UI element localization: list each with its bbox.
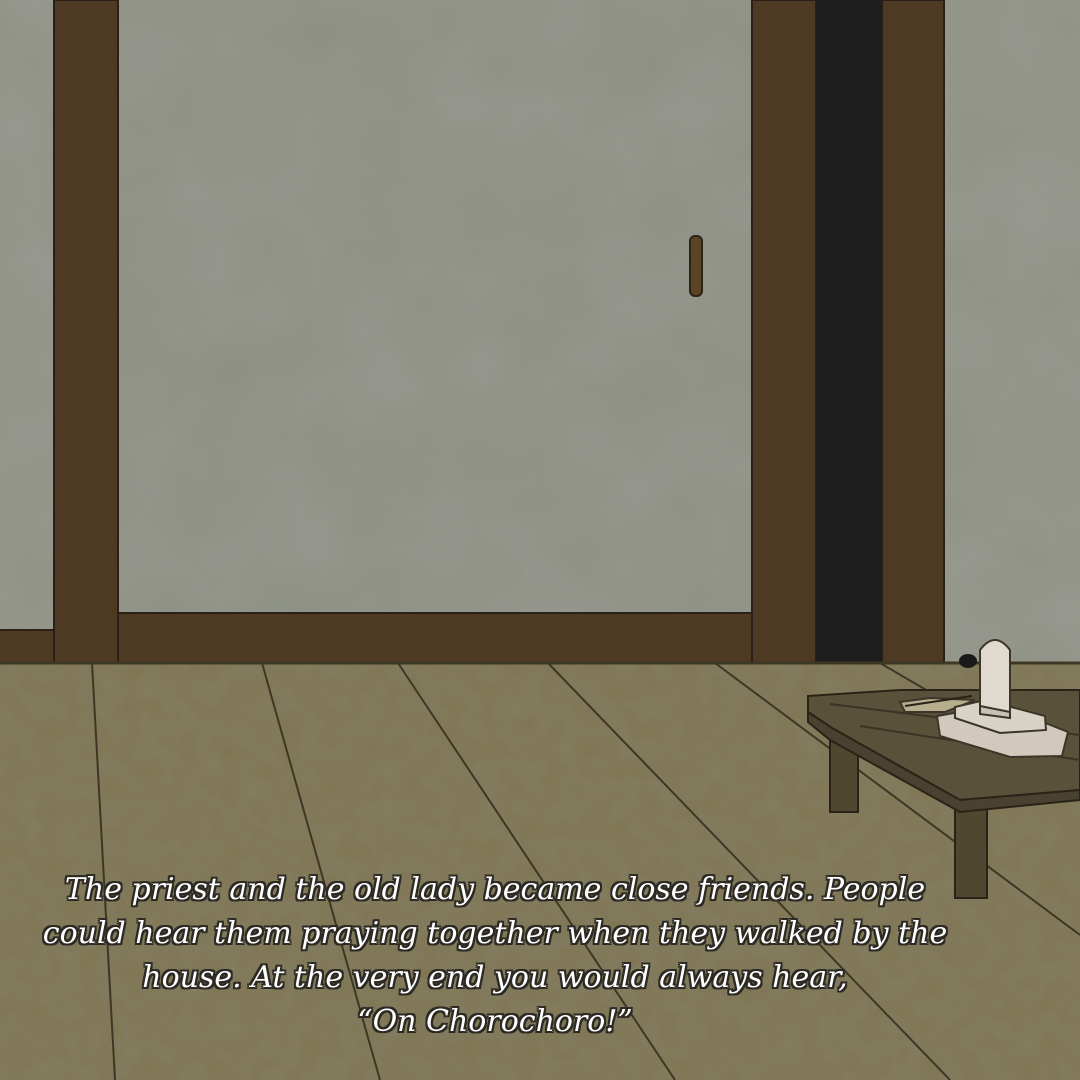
dark-gap: [816, 0, 882, 665]
story-caption: [40, 868, 950, 1044]
caption-line-2: could hear them praying together when they walked by the: [42, 916, 948, 951]
door-handle: [690, 236, 702, 296]
caption-line-3: house. At the very end you would always hear,: [142, 960, 848, 995]
mouse-hole: [959, 654, 977, 668]
caption-line-4: “On Chorochoro!”: [357, 1004, 633, 1039]
sliding-door: [118, 0, 752, 615]
caption-line-1: The priest and the old lady became close friends. People: [64, 872, 926, 907]
